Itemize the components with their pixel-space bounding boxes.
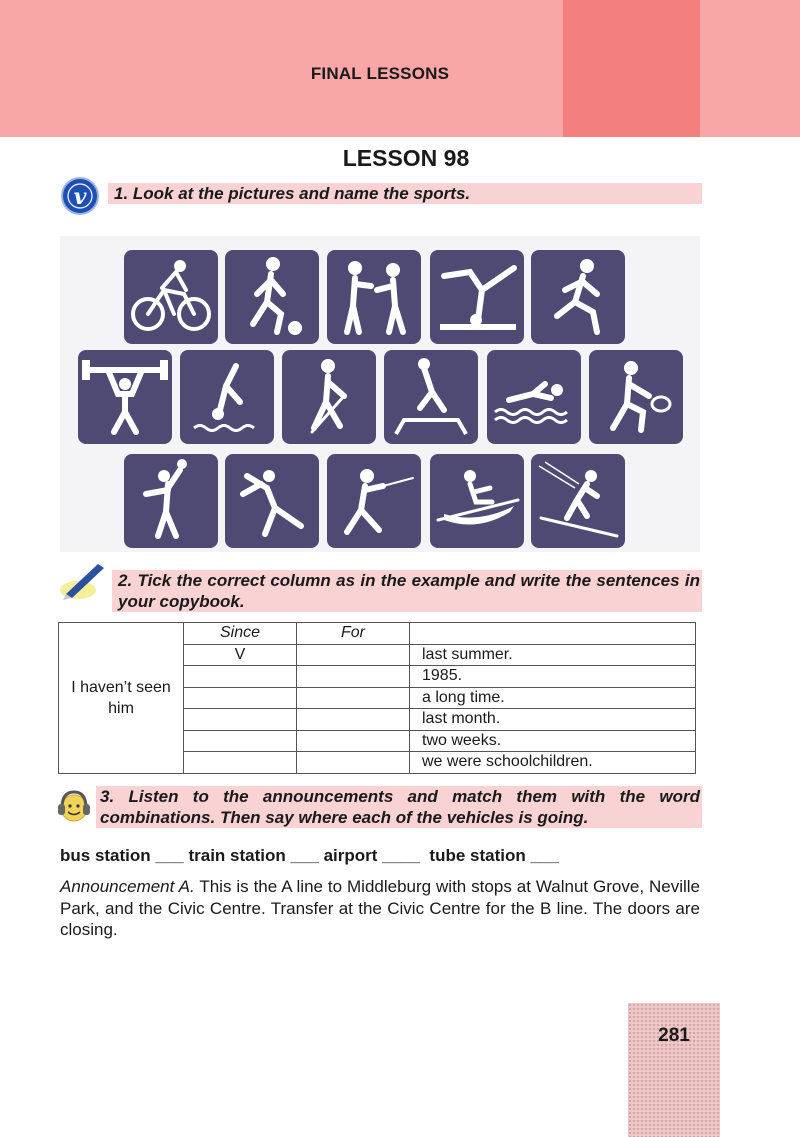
volleyball-icon bbox=[124, 454, 218, 548]
pen-icon bbox=[58, 558, 108, 602]
since-cell[interactable] bbox=[184, 709, 297, 731]
fencing-icon bbox=[327, 454, 421, 548]
since-for-table bbox=[58, 622, 696, 774]
ending-cell: a long time. bbox=[410, 687, 696, 709]
swimming-icon bbox=[487, 350, 581, 444]
cycling-icon bbox=[124, 250, 218, 344]
for-cell[interactable] bbox=[297, 730, 410, 752]
rowing-icon bbox=[430, 454, 524, 548]
ice-hockey-icon bbox=[282, 350, 376, 444]
since-cell[interactable] bbox=[184, 687, 297, 709]
football-icon bbox=[225, 250, 319, 344]
since-cell[interactable] bbox=[184, 730, 297, 752]
task2-instruction: 2. Tick the correct column as in the example and write the sentences in your copybook. bbox=[118, 571, 700, 611]
sports-pictograms bbox=[60, 236, 700, 552]
task3-instruction: 3. Listen to the announcements and match them with the word combinations. Then say where each of the vehicles is going. bbox=[100, 787, 700, 827]
for-cell[interactable] bbox=[297, 687, 410, 709]
gymnastics-beam-icon bbox=[430, 250, 524, 344]
column-header-since: Since bbox=[184, 623, 297, 645]
tennis-icon bbox=[589, 350, 683, 444]
for-cell[interactable] bbox=[297, 709, 410, 731]
ending-cell: last month. bbox=[410, 709, 696, 731]
section-title: FINAL LESSONS bbox=[310, 64, 450, 83]
boxing-icon bbox=[327, 250, 421, 344]
speed-skating-icon bbox=[225, 454, 319, 548]
announcement-label: Announcement A. bbox=[60, 877, 195, 896]
svg-text:v: v bbox=[73, 184, 87, 210]
column-header-ending bbox=[410, 623, 696, 645]
ending-cell: two weeks. bbox=[410, 730, 696, 752]
ending-cell: last summer. bbox=[410, 644, 696, 666]
table-lead-phrase: I haven’t seen him bbox=[59, 623, 184, 774]
word-combinations: bus station ___ train station ___ airport ____ tube station ___ bbox=[60, 846, 559, 865]
since-cell[interactable] bbox=[184, 666, 297, 688]
running-icon bbox=[531, 250, 625, 344]
announcement-a bbox=[60, 876, 700, 941]
task1-instruction: 1. Look at the pictures and name the sports. bbox=[114, 184, 471, 203]
page-number: 281 bbox=[658, 1025, 690, 1046]
for-cell[interactable] bbox=[297, 752, 410, 774]
speaking-v-icon bbox=[60, 176, 100, 216]
for-cell[interactable] bbox=[297, 644, 410, 666]
column-header-for: For bbox=[297, 623, 410, 645]
trampoline-icon bbox=[384, 350, 478, 444]
since-cell[interactable] bbox=[184, 752, 297, 774]
for-cell[interactable] bbox=[297, 666, 410, 688]
announcement-text: This is the A line to Middleburg with stops at Walnut Grove, Neville Park, and the Civic Centre. Transfer at the Civic Centre for the B line. The doors are closing. bbox=[60, 877, 700, 939]
page-number-box bbox=[628, 1003, 720, 1137]
since-cell[interactable]: V bbox=[184, 644, 297, 666]
ending-cell: we were schoolchildren. bbox=[410, 752, 696, 774]
skiing-icon bbox=[531, 454, 625, 548]
headphones-smiley-icon bbox=[56, 788, 92, 824]
lesson-title: LESSON 98 bbox=[342, 145, 470, 171]
diving-icon bbox=[180, 350, 274, 444]
weightlifting-icon bbox=[78, 350, 172, 444]
ending-cell: 1985. bbox=[410, 666, 696, 688]
